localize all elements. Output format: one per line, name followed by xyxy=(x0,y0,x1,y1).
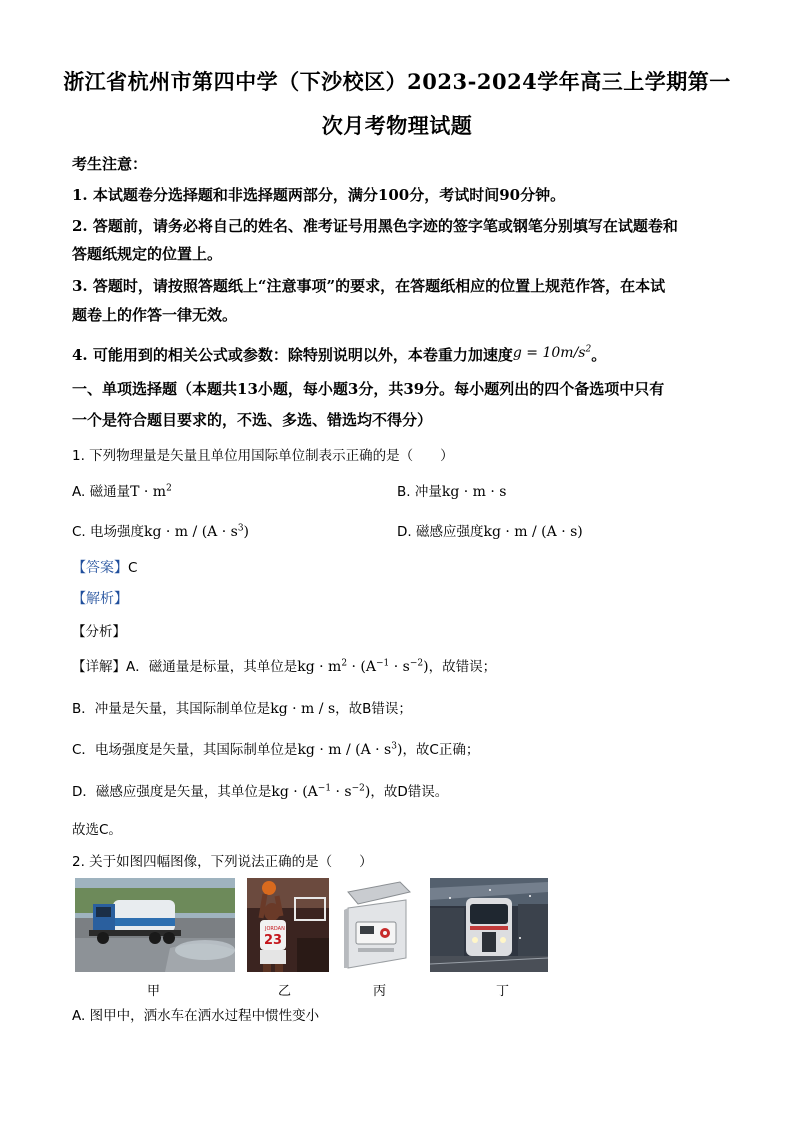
q1-option-b-label: B. 冲量 xyxy=(397,484,442,500)
detail-a-unit xyxy=(297,659,428,675)
notice-heading: 考生注意： xyxy=(72,155,148,173)
q1-option-d-label: D. 磁感应强度 xyxy=(397,524,484,540)
detail-a-sup1: 2 xyxy=(341,658,348,669)
image-basketball-player xyxy=(247,878,329,972)
image-train xyxy=(430,878,548,972)
q1-detail-a xyxy=(72,655,496,675)
image-centrifuge xyxy=(340,878,412,972)
caption-ding: 丁 xyxy=(496,984,510,999)
gravity-formula-sup: 2 xyxy=(585,344,592,355)
jersey-number: 23 xyxy=(264,933,283,948)
q1-detail-b xyxy=(72,697,412,717)
q1-option-b xyxy=(397,480,506,500)
detail-d-unit xyxy=(271,784,370,800)
notice-item-4-text: 4. 可能用到的相关公式或参数：除特别说明以外，本卷重力加速度 xyxy=(72,346,513,364)
notice-item-1: 1. 本试题卷分选择题和非选择题两部分，满分100分，考试时间90分钟。 xyxy=(72,186,566,204)
detail-d-mid: · s xyxy=(331,784,352,800)
image-sprinkler-truck xyxy=(75,878,235,972)
detail-d-post: ，故D错误。 xyxy=(370,784,449,800)
detail-c-end: ) xyxy=(396,742,403,758)
detail-a-sup3: −2 xyxy=(409,658,424,669)
notice-item-4 xyxy=(72,344,606,365)
q1-option-b-unit: kg · m · s xyxy=(441,484,507,500)
q1-option-c xyxy=(72,520,249,540)
notice-item-2-cont: 答题纸规定的位置上。 xyxy=(72,245,223,263)
sprinkler-truck-illustration xyxy=(75,878,235,972)
gravity-formula-base: g = 10m/s xyxy=(512,345,586,361)
q1-analysis-label xyxy=(72,588,128,608)
caption-bing: 丙 xyxy=(373,984,387,999)
notice-item-3: 3. 答题时，请按照答题纸上“注意事项”的要求，在答题纸相应的位置上规范作答，在本试 xyxy=(72,277,666,295)
basketball-player-illustration xyxy=(247,878,329,972)
detail-b-unit: kg · m / s xyxy=(270,701,336,717)
q1-option-d xyxy=(397,520,583,540)
gravity-formula xyxy=(513,345,591,361)
q1-option-c-unit-sup: 3 xyxy=(237,523,244,534)
notice-item-4-end: 。 xyxy=(591,346,607,364)
detail-c-post: ，故C正确； xyxy=(402,742,480,758)
detail-a-mid: · (A xyxy=(347,659,376,675)
q1-option-d-unit: kg · m / (A · s) xyxy=(483,524,583,540)
detail-a-sup2: −1 xyxy=(376,658,390,669)
q1-detail-c xyxy=(72,738,479,758)
detail-d-unit-base: kg · (A xyxy=(271,784,318,800)
detail-a-post: ，故错误； xyxy=(428,659,497,675)
detail-a-text: 【详解】A．磁通量是标量，其单位是 xyxy=(72,659,298,675)
analysis-label: 【解析】 xyxy=(72,591,128,607)
detail-a-end: ) xyxy=(423,659,429,675)
detail-c-unit xyxy=(297,742,402,758)
q1-option-c-unit-base: kg · m / (A · s xyxy=(144,524,238,540)
answer-label: 【答案】 xyxy=(72,560,128,576)
detail-a-mid2: · s xyxy=(389,659,410,675)
q1-option-a-label: A. 磁通量 xyxy=(72,484,131,500)
notice-item-3-cont: 题卷上的作答一律无效。 xyxy=(72,306,238,324)
q1-option-a-unit xyxy=(130,484,172,500)
q1-conclusion: 故选C。 xyxy=(72,822,122,838)
q1-stem: 1. 下列物理量是矢量且单位用国际单位制表示正确的是（ ） xyxy=(72,448,454,464)
exam-title-line1: 浙江省杭州市第四中学（下沙校区）2023-2024学年高三上学期第一 xyxy=(63,69,731,94)
q1-fenxi-label: 【分析】 xyxy=(72,624,126,640)
q2-option-a: A. 图甲中，洒水车在洒水过程中惯性变小 xyxy=(72,1008,320,1024)
q1-option-c-label: C. 电场强度 xyxy=(72,524,145,540)
q1-option-c-unit xyxy=(144,524,249,540)
detail-b-post: ，故B错误； xyxy=(335,701,412,717)
q2-stem: 2. 关于如图四幅图像，下列说法正确的是（ ） xyxy=(72,854,373,870)
detail-d-text: D．磁感应强度是矢量，其单位是 xyxy=(72,784,272,800)
centrifuge-illustration xyxy=(340,878,412,972)
caption-jia: 甲 xyxy=(147,984,161,999)
q1-detail-d xyxy=(72,780,448,800)
section1-heading-line1: 一、单项选择题（本题共13小题，每小题3分，共39分。每小题列出的四个备选项中只有 xyxy=(72,380,665,398)
jersey-lettering: JORDAN xyxy=(265,926,285,932)
detail-d-sup1: −1 xyxy=(317,783,332,794)
notice-item-2: 2. 答题前，请务必将自己的姓名、准考证号用黑色字迹的签字笔或钢笔分别填写在试题卷和 xyxy=(72,217,678,235)
section1-heading-line2: 一个是符合题目要求的，不选、多选、错选均不得分） xyxy=(72,411,433,429)
detail-d-end: ) xyxy=(364,784,371,800)
detail-c-text: C．电场强度是矢量，其国际制单位是 xyxy=(72,742,298,758)
detail-a-unit-base: kg · m xyxy=(297,659,342,675)
caption-yi: 乙 xyxy=(278,984,292,999)
exam-title-line2: 次月考物理试题 xyxy=(321,113,473,138)
detail-c-sup: 3 xyxy=(391,741,397,752)
q1-option-a-unit-sup: 2 xyxy=(166,483,172,494)
q1-option-a xyxy=(72,480,172,500)
train-illustration xyxy=(430,878,548,972)
detail-b-text: B．冲量是矢量，其国际制单位是 xyxy=(72,701,271,717)
detail-c-unit-base: kg · m / (A · s xyxy=(297,742,392,758)
q1-answer xyxy=(72,557,137,577)
answer-value: C xyxy=(128,560,138,576)
detail-d-sup2: −2 xyxy=(351,783,365,794)
q1-option-c-unit-end: ) xyxy=(243,524,250,540)
q1-option-a-unit-base: T · m xyxy=(130,484,167,500)
